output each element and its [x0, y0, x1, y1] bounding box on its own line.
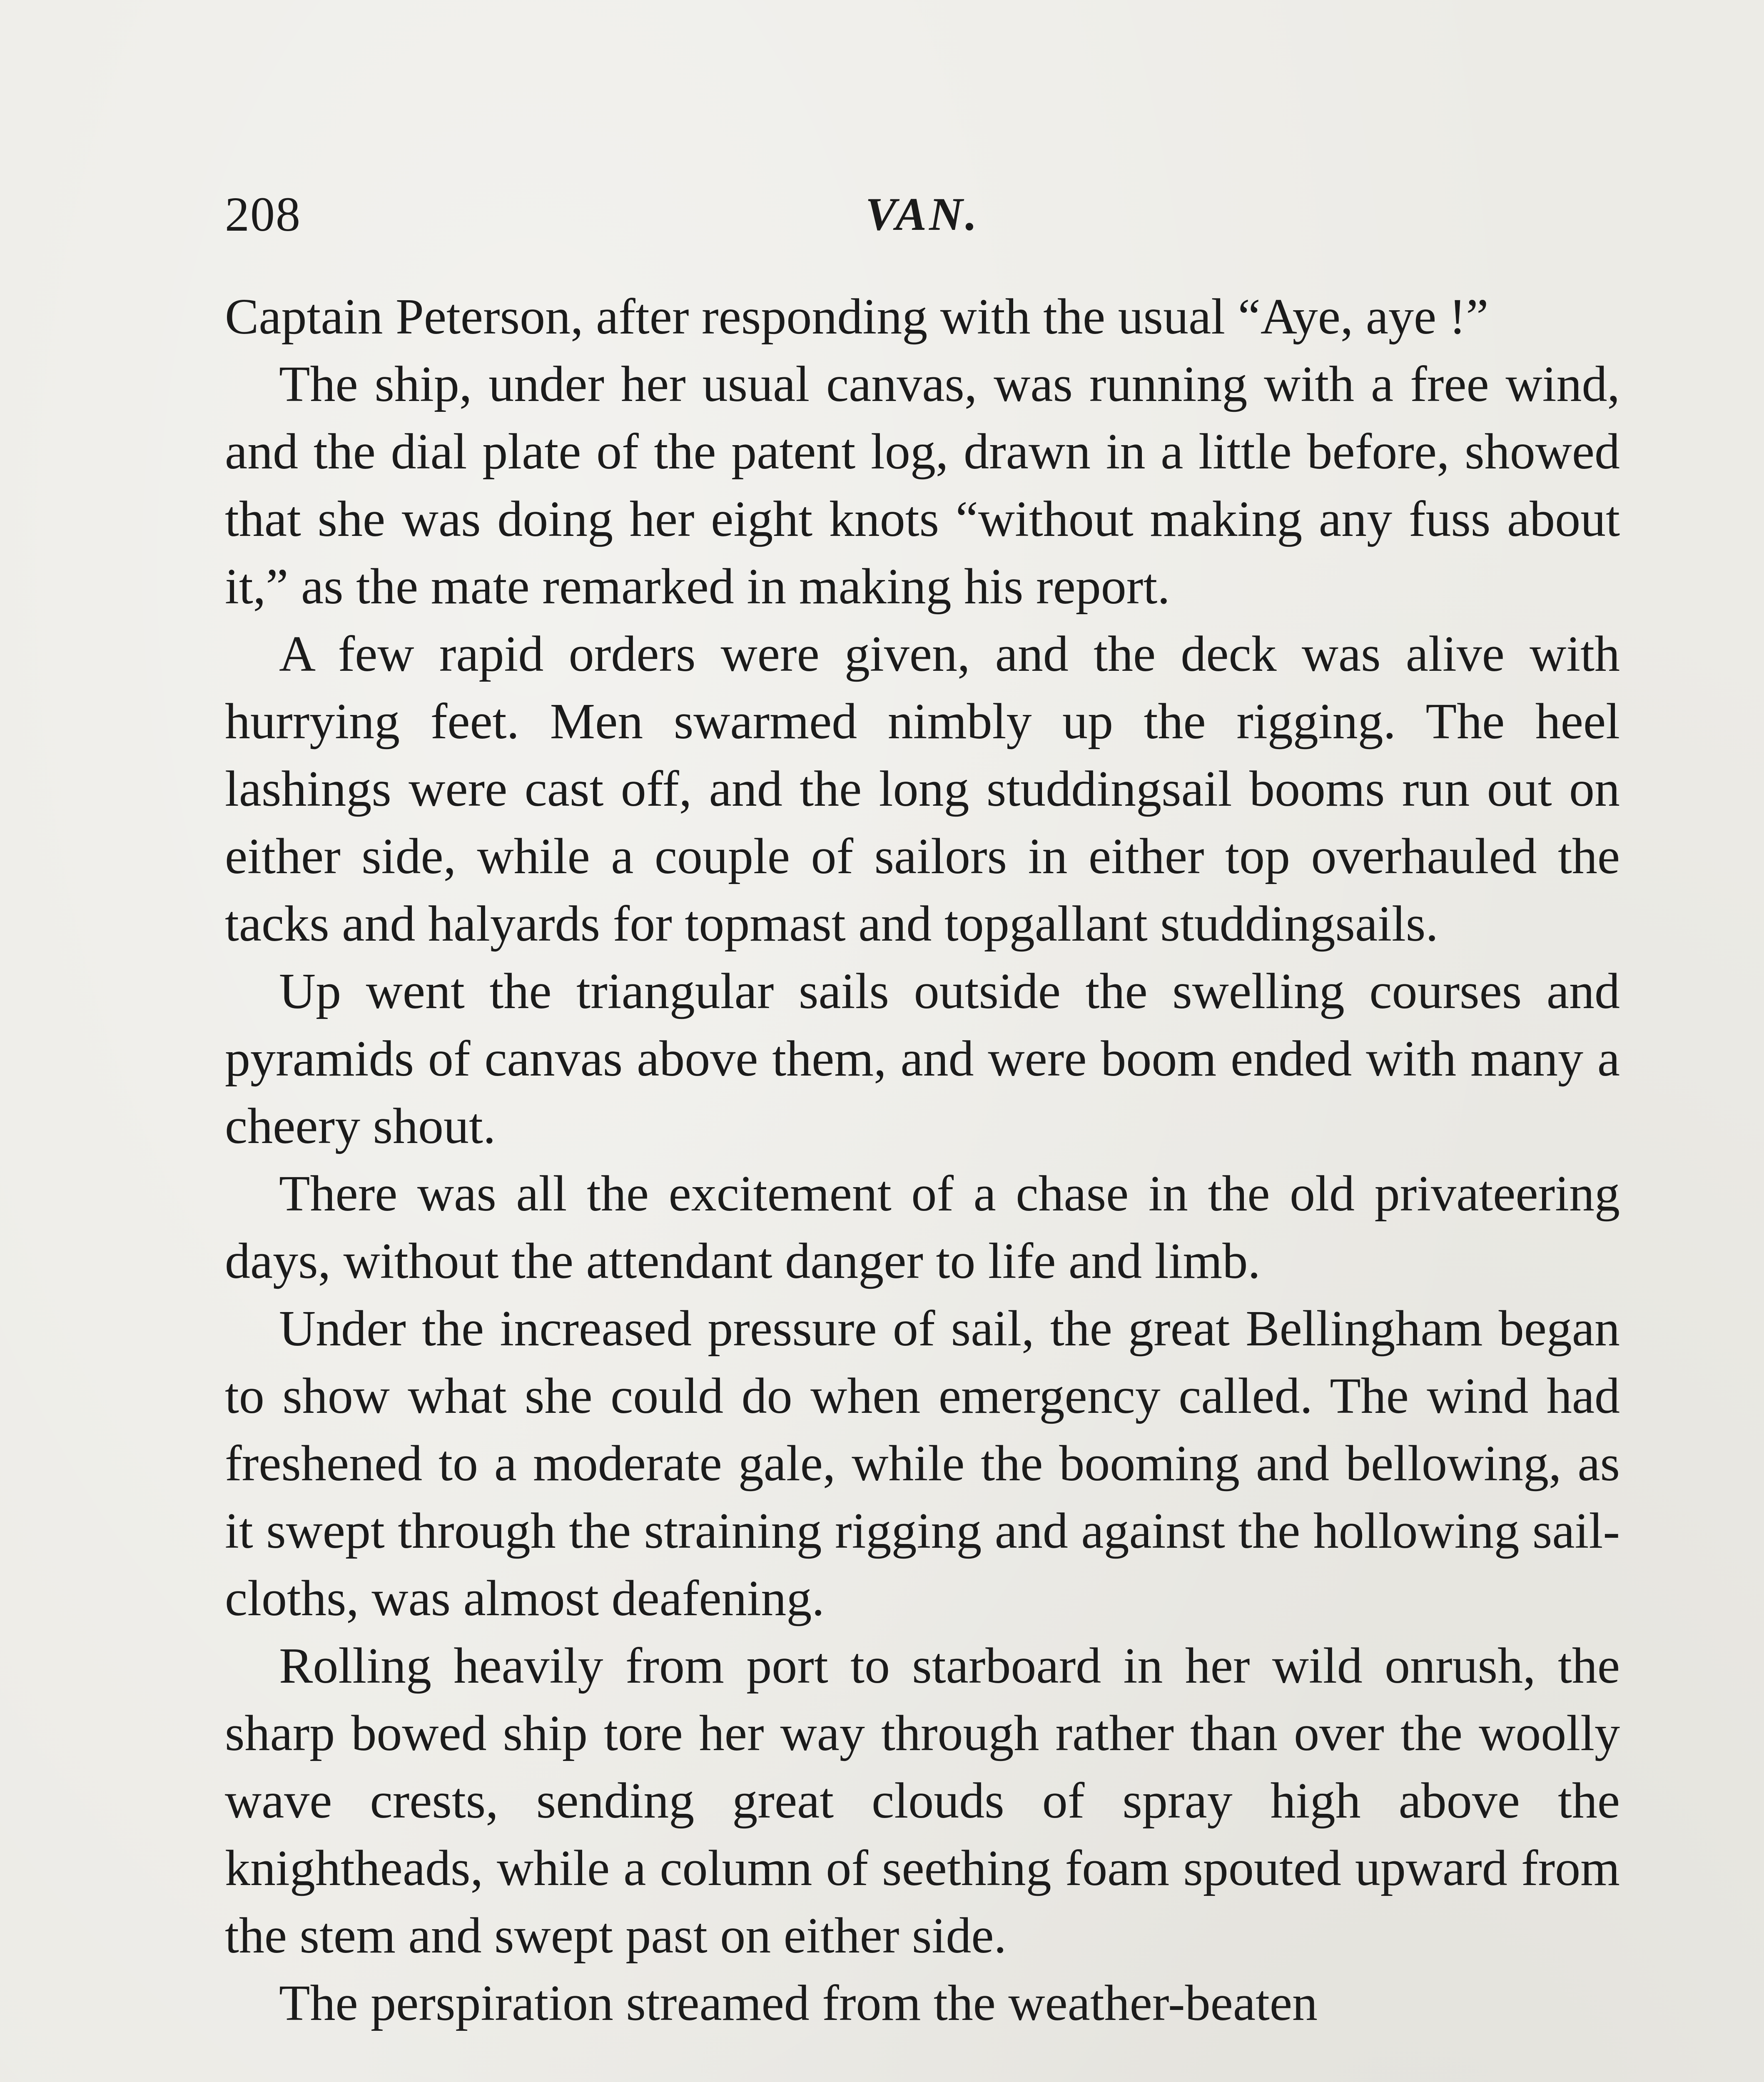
running-head [225, 183, 1620, 246]
paragraph: Up went the triangular sails outside the swelling courses and pyramids of canvas above them, and were boom ended with many a cheery shout. [225, 963, 1620, 1154]
paragraph: There was all the excitement of a chase in the old privateering days, without the attendant danger to life and limb. [225, 1166, 1620, 1289]
paragraph: The ship, under her usual canvas, was running with a free wind, and the dial plate of the patent log, drawn in a little before, showed that she was doing her eight knots “without making any fuss about it,” as the mate remarked in making his report. [225, 356, 1620, 615]
page-number: 208 [225, 187, 301, 242]
paragraph-last-line: The perspiration streamed from the weather-beaten [279, 1975, 1318, 2031]
paragraph-continuation: Captain Peterson, after responding with the usual “Aye, aye !” [225, 289, 1489, 345]
body-text [225, 283, 1620, 2037]
paragraph: Under the increased pressure of sail, the great Bellingham began to show what she could do when emergency called. The wind had freshened to a moderate gale, while the booming and bellowing, as it swept through the straining rigging and against the hollowing sailcloths, was almost deafening. [225, 1300, 1620, 1626]
paragraph: Rolling heavily from port to starboard in her wild onrush, the sharp bowed ship tore her way through rather than over the woolly wave crests, sending great clouds of spray high above the knightheads, while a column of seething foam spouted upward from the stem and swept past on either side. [225, 1638, 1620, 1964]
paragraph: A few rapid orders were given, and the deck was alive with hurrying feet. Men swarmed nimbly up the rigging. The heel lashings were cast off, and the long studdingsail booms run out on either side, while a couple of sailors in either top overhauled the tacks and halyards for topmast and topgallant studdingsails. [225, 626, 1620, 952]
running-title: VAN. [865, 189, 979, 240]
